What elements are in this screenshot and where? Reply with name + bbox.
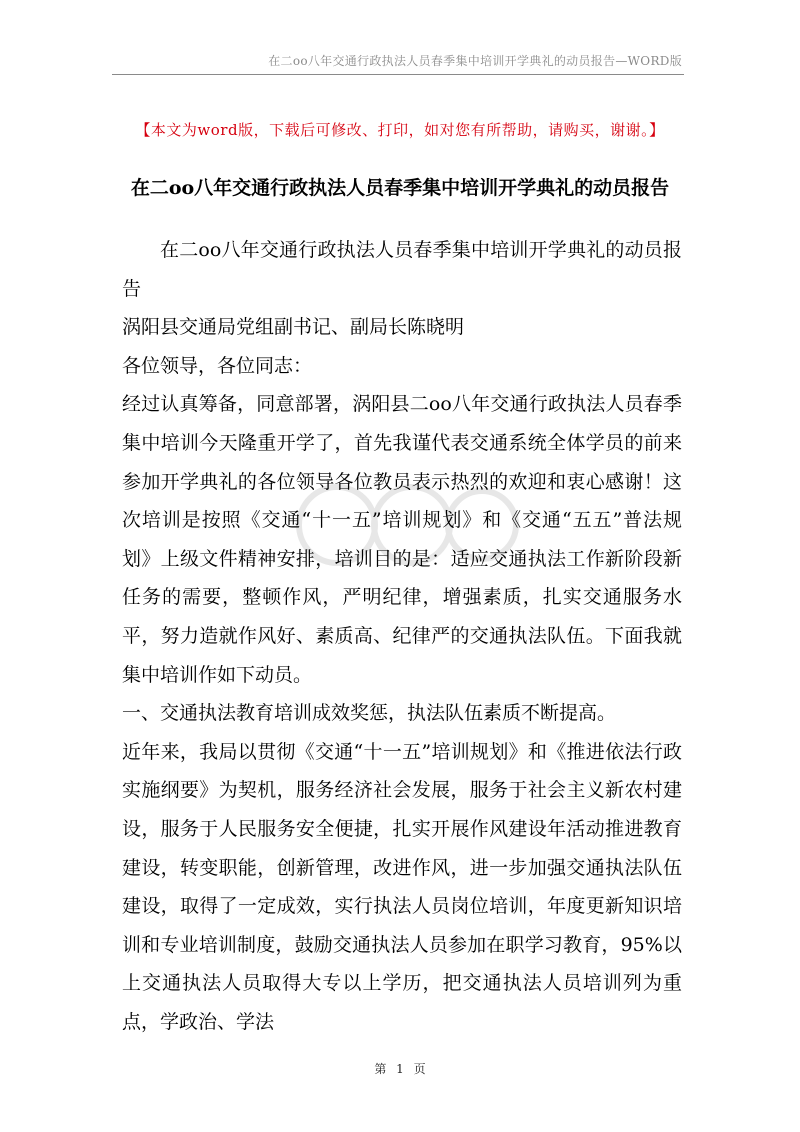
body-paragraph-title-repeat: 在二oo八年交通行政执法人员春季集中培训开学典礼的动员报告	[122, 239, 682, 300]
footer-suffix: 页	[413, 1062, 426, 1076]
download-notice: 【本文为word版，下载后可修改、打印，如对您有所帮助，请购买，谢谢。】	[135, 121, 665, 139]
body-paragraph-salutation: 各位领导，各位同志：	[122, 354, 313, 377]
body-paragraph-opening: 经过认真筹备，同意部署，涡阳县二oo八年交通行政执法人员春季集中培训今天隆重开学了，首先我谨代表交通系统全体学员的前来参加开学典礼的各位领导各位教员表示热烈的欢迎和衷心感谢！这次培训是按照《交通“十一五”培训规划》和《交通“五五”普法规划》上级文件精神安排，培训目的是：适应交通执法工作新阶段新任务的需要，整顿作风，严明纪律，增强素质，扎实交通服务水平，努力造就作风好、素质高、纪律严的交通执法队伍。下面我就集中培训作如下动员。	[122, 393, 682, 686]
body-paragraph-author: 涡阳县交通局党组副书记、副局长陈晓明	[122, 316, 465, 339]
header-divider	[112, 74, 684, 75]
page-footer	[0, 1060, 800, 1077]
body-paragraph-section-heading: 一、交通执法教育培训成效奖惩，执法队伍素质不断提高。	[122, 702, 617, 725]
page-number: 1	[396, 1062, 404, 1076]
running-header: 在二oo八年交通行政执法人员春季集中培训开学典礼的动员报告—WORD版	[268, 54, 682, 68]
document-title: 在二oo八年交通行政执法人员春季集中培训开学典礼的动员报告	[130, 177, 670, 199]
document-body	[122, 231, 682, 1041]
body-paragraph-section-text: 近年来，我局以贯彻《交通“十一五”培训规划》和《推进依法行政实施纲要》为契机，服务经济社会发展，服务于社会主义新农村建设，服务于人民服务安全便捷，扎实开展作风建设年活动推进教育建设，转变职能，创新管理，改进作风，进一步加强交通执法队伍建设，取得了一定成效，实行执法人员岗位培训，年度更新知识培训和专业培训制度，鼓励交通执法人员参加在职学习教育，95%以上交通执法人员取得大专以上学历，把交通执法人员培训列为重点，学政治、学法	[122, 740, 682, 1033]
footer-prefix: 第	[374, 1062, 387, 1076]
